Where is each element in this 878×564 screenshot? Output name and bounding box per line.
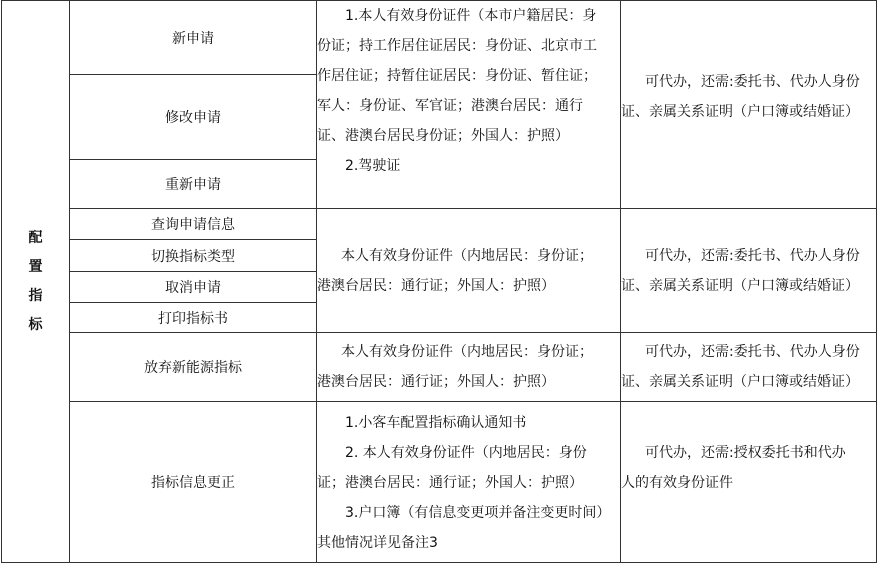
requirement-line: 证、港澳台居民身份证；外国人：护照） (317, 128, 569, 144)
agent-cell (621, 402, 877, 563)
requirement-line: 2. 本人有效身份证件（内地居民：身份 (345, 445, 587, 461)
requirement-line: 港澳台居民：通行证；外国人：护照） (317, 374, 555, 390)
requirement-line: 本人有效身份证件（内地居民：身份证； (341, 344, 593, 360)
agent-cell (621, 1, 877, 209)
table-row (2, 1, 877, 75)
requirement-line: 港澳台居民：通行证；外国人：护照） (317, 277, 555, 294)
requirements-cell (317, 209, 621, 333)
agent-line: 可代办，还需:委托书、代办人身份 (645, 344, 860, 360)
requirement-line: 2.驾驶证 (345, 158, 401, 174)
item-reapply: 重新申请 (70, 160, 317, 209)
agent-cell (621, 333, 877, 402)
requirement-line: 本人有效身份证件（内地居民：身份证； (341, 247, 593, 264)
item-abandon-new-energy-quota: 放弃新能源指标 (70, 333, 317, 402)
agent-line: 可代办，还需:委托书、代办人身份 (645, 247, 860, 264)
category-cell (2, 1, 70, 563)
agent-cell (621, 209, 877, 333)
item-quota-info-correction: 指标信息更正 (70, 402, 317, 563)
item-new-application: 新申请 (70, 1, 317, 75)
category-char: 标 (28, 316, 43, 333)
category-char: 置 (28, 258, 43, 275)
requirement-line: 证；港澳台居民：通行证；外国人：护照） (317, 475, 583, 491)
requirements-cell (317, 1, 621, 209)
item-cancel-application: 取消申请 (70, 272, 317, 303)
requirement-line: 军人：身份证、军官证；港澳台居民：通行 (317, 98, 583, 114)
category-char: 指 (28, 287, 43, 304)
item-query-application: 查询申请信息 (70, 209, 317, 240)
requirement-line: 1.本人有效身份证件（本市户籍居民：身 (345, 8, 597, 24)
agent-line: 可代办，还需:委托书、代办人身份 (645, 74, 860, 90)
requirements-cell (317, 402, 621, 563)
category-char: 配 (28, 229, 43, 246)
agent-line: 证、亲属关系证明（户口簿或结婚证） (621, 104, 859, 120)
requirement-line: 份证；持工作居住证居民：身份证、北京市工 (317, 38, 597, 54)
agent-line: 证、亲属关系证明（户口簿或结婚证） (621, 374, 859, 390)
agent-line: 人的有效身份证件 (621, 475, 733, 491)
agent-line: 可代办，还需:授权委托书和代办 (645, 445, 846, 461)
table-row (2, 402, 877, 563)
item-print-quota-certificate: 打印指标书 (70, 303, 317, 333)
requirement-line: 3.户口簿（有信息变更项并备注变更时间） (345, 505, 611, 521)
table-row (2, 333, 877, 402)
agent-line: 证、亲属关系证明（户口簿或结婚证） (621, 277, 859, 294)
item-modify-application: 修改申请 (70, 75, 317, 160)
item-switch-quota-type: 切换指标类型 (70, 240, 317, 272)
requirement-line: 作居住证；持暂住证居民：身份证、暂住证； (317, 68, 597, 84)
requirements-cell (317, 333, 621, 402)
requirement-line: 其他情况详见备注3 (317, 535, 438, 551)
requirements-table (1, 0, 877, 563)
requirement-line: 1.小客车配置指标确认通知书 (345, 415, 527, 431)
table-row (2, 209, 877, 240)
